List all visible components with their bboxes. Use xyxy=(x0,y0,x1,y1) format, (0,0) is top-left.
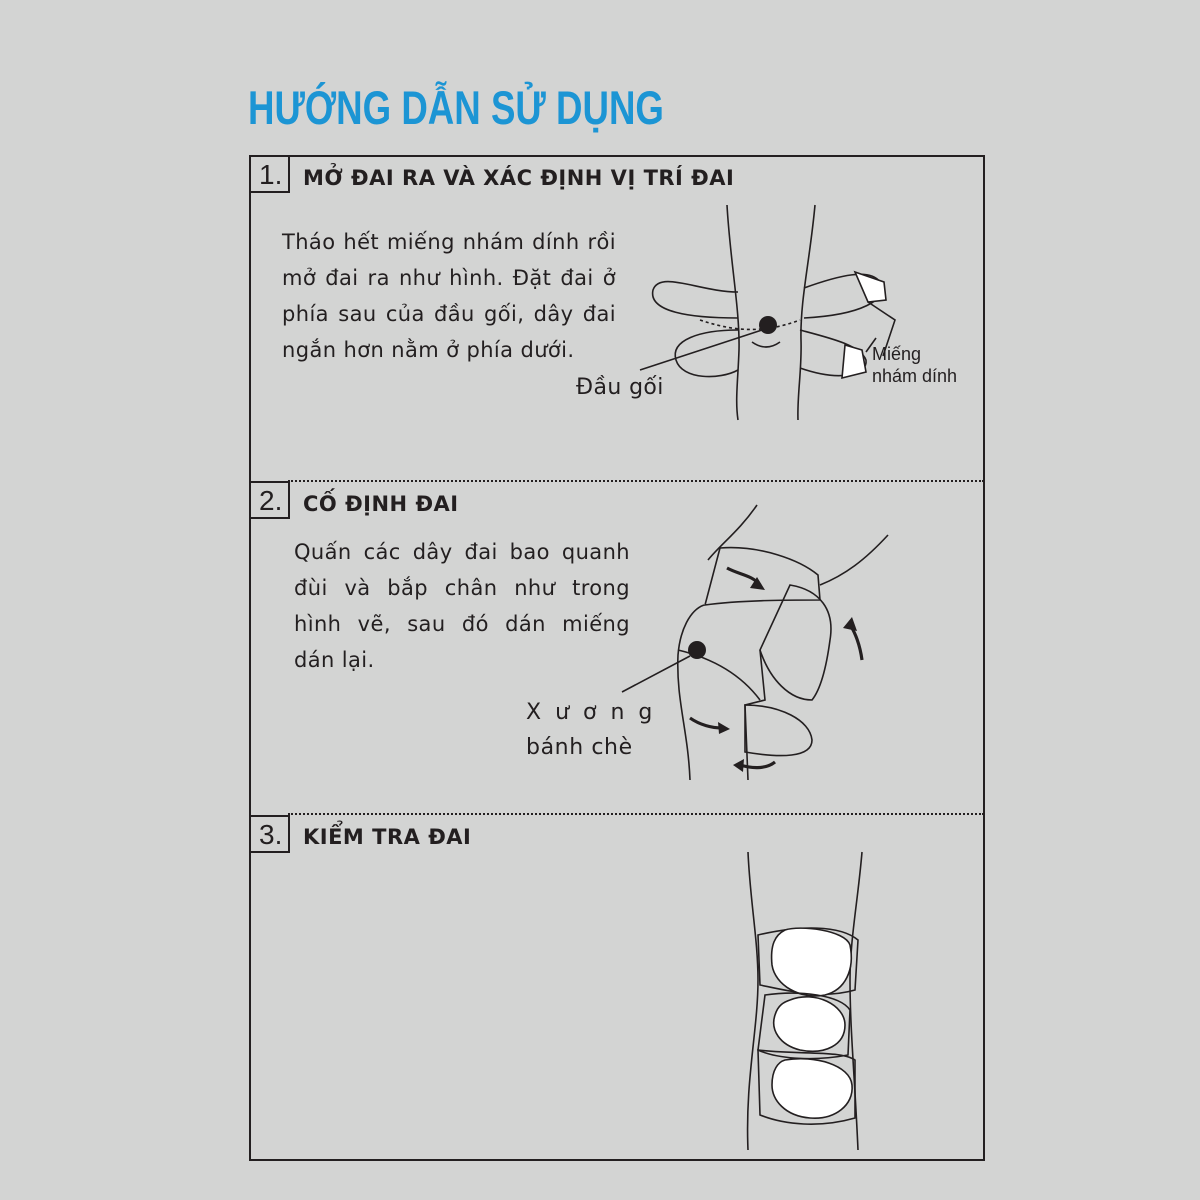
step-3-heading: KIỂM TRA ĐAI xyxy=(303,825,472,849)
page-title: HƯỚNG DẪN SỬ DỤNG xyxy=(248,81,664,134)
knee-label: Đầu gối xyxy=(576,375,664,400)
knee-marker-1 xyxy=(759,316,777,334)
step-1-number: 1. xyxy=(249,155,290,193)
step-1-heading: MỞ ĐAI RA VÀ XÁC ĐỊNH VỊ TRÍ ĐAI xyxy=(303,166,735,190)
knee-pointer-line xyxy=(640,330,762,370)
step-2-arrows xyxy=(690,568,862,768)
step-3-number: 3. xyxy=(249,815,290,853)
step-2-number: 2. xyxy=(249,481,290,519)
velcro-label-line1: Miếng xyxy=(872,344,922,364)
kneecap-marker xyxy=(688,641,706,659)
step-3-knee-illustration xyxy=(748,852,862,1150)
kneecap-label-line1: Xương xyxy=(526,700,667,725)
step-1-leg-illustration xyxy=(653,205,895,420)
step-2-heading: CỐ ĐỊNH ĐAI xyxy=(303,492,459,516)
step-2-knee-illustration xyxy=(678,505,888,780)
step-1-text: Tháo hết miếng nhám dính rồi mở đai ra như hình. Đặt đai ở phía sau của đầu gối, dây đai ngắn hơn nằm ở phía dưới. xyxy=(282,230,616,362)
kneecap-label-line2: bánh chè xyxy=(526,735,633,760)
velcro-label-line2: nhám dính xyxy=(872,366,958,386)
step-2-text: Quấn các dây đai bao quanh đùi và bắp chân như trong hình vẽ, sau đó dán miếng dán lại. xyxy=(294,540,630,672)
kneecap-pointer-line xyxy=(622,656,690,692)
